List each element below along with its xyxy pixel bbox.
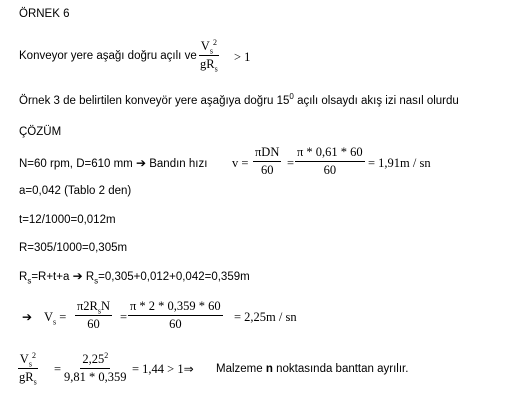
arrow-icon: ➔	[135, 156, 147, 170]
example-heading: ÖRNEK 6	[19, 8, 70, 20]
vs-fraction-1: $\pi 2R_sN$ 60	[77, 299, 111, 331]
vs-eq: =	[120, 310, 128, 324]
speed-given: N=60 rpm, D=610 mm ➔ Bandın hızı	[19, 156, 208, 170]
final-fraction-1: $V_s^2$ $gR_s$	[19, 350, 37, 386]
speed-fraction-2: $\frac{\pi * 0,61 * 60}{60}$	[297, 145, 363, 177]
vs-lhs: $V_s$ =	[44, 310, 67, 327]
final-conclusion: Malzeme n noktasında banttan ayrılır.	[216, 363, 409, 375]
r-line: R=305/1000=0,305m	[19, 242, 128, 254]
solution-label: ÇÖZÜM	[19, 126, 62, 138]
condition-num: V	[200, 39, 210, 53]
final-fraction-2: $\frac{2,25^2}{9,81 * 0,359}$	[64, 350, 127, 384]
condition-text: Konveyor yere aşağı doğru açılı ve	[19, 50, 197, 62]
rs-line: $R_s=R+t+a$ ➔ $R_s=0,305+0,012+0,042=0,359m$	[19, 269, 250, 286]
final-eq: =	[54, 362, 62, 376]
a-line: a=0,042 (Tablo 2 den)	[19, 185, 132, 197]
vs-fraction-2: $\frac{\pi * 2 * 0,359 * 60}{60}$	[130, 299, 221, 331]
implies-icon: ⇒	[183, 362, 194, 376]
arrow-icon: ➔	[22, 310, 33, 324]
speed-fraction-1: πDN 60	[255, 145, 280, 177]
speed-lhs: v =	[232, 156, 249, 170]
vs-result: = 2,25m / sn	[234, 310, 297, 324]
condition-fraction: $V_s^2$ $gR_s$	[200, 37, 218, 73]
arrow-icon: ➔	[72, 269, 83, 283]
condition-den: gR	[200, 56, 215, 71]
speed-result: = 1,91m / sn	[368, 156, 431, 170]
t-line: t=12/1000=0,012m	[19, 214, 116, 226]
condition-tail: > 1	[234, 50, 251, 64]
speed-eq: =	[287, 156, 295, 170]
final-result: = 1,44 > 1⇒	[132, 362, 194, 376]
problem-statement: Örnek 3 de belirtilen konveyör yere aşağıya doğru $15^0$ açılı olsaydı akış izi nasıl olurdu	[19, 92, 459, 107]
